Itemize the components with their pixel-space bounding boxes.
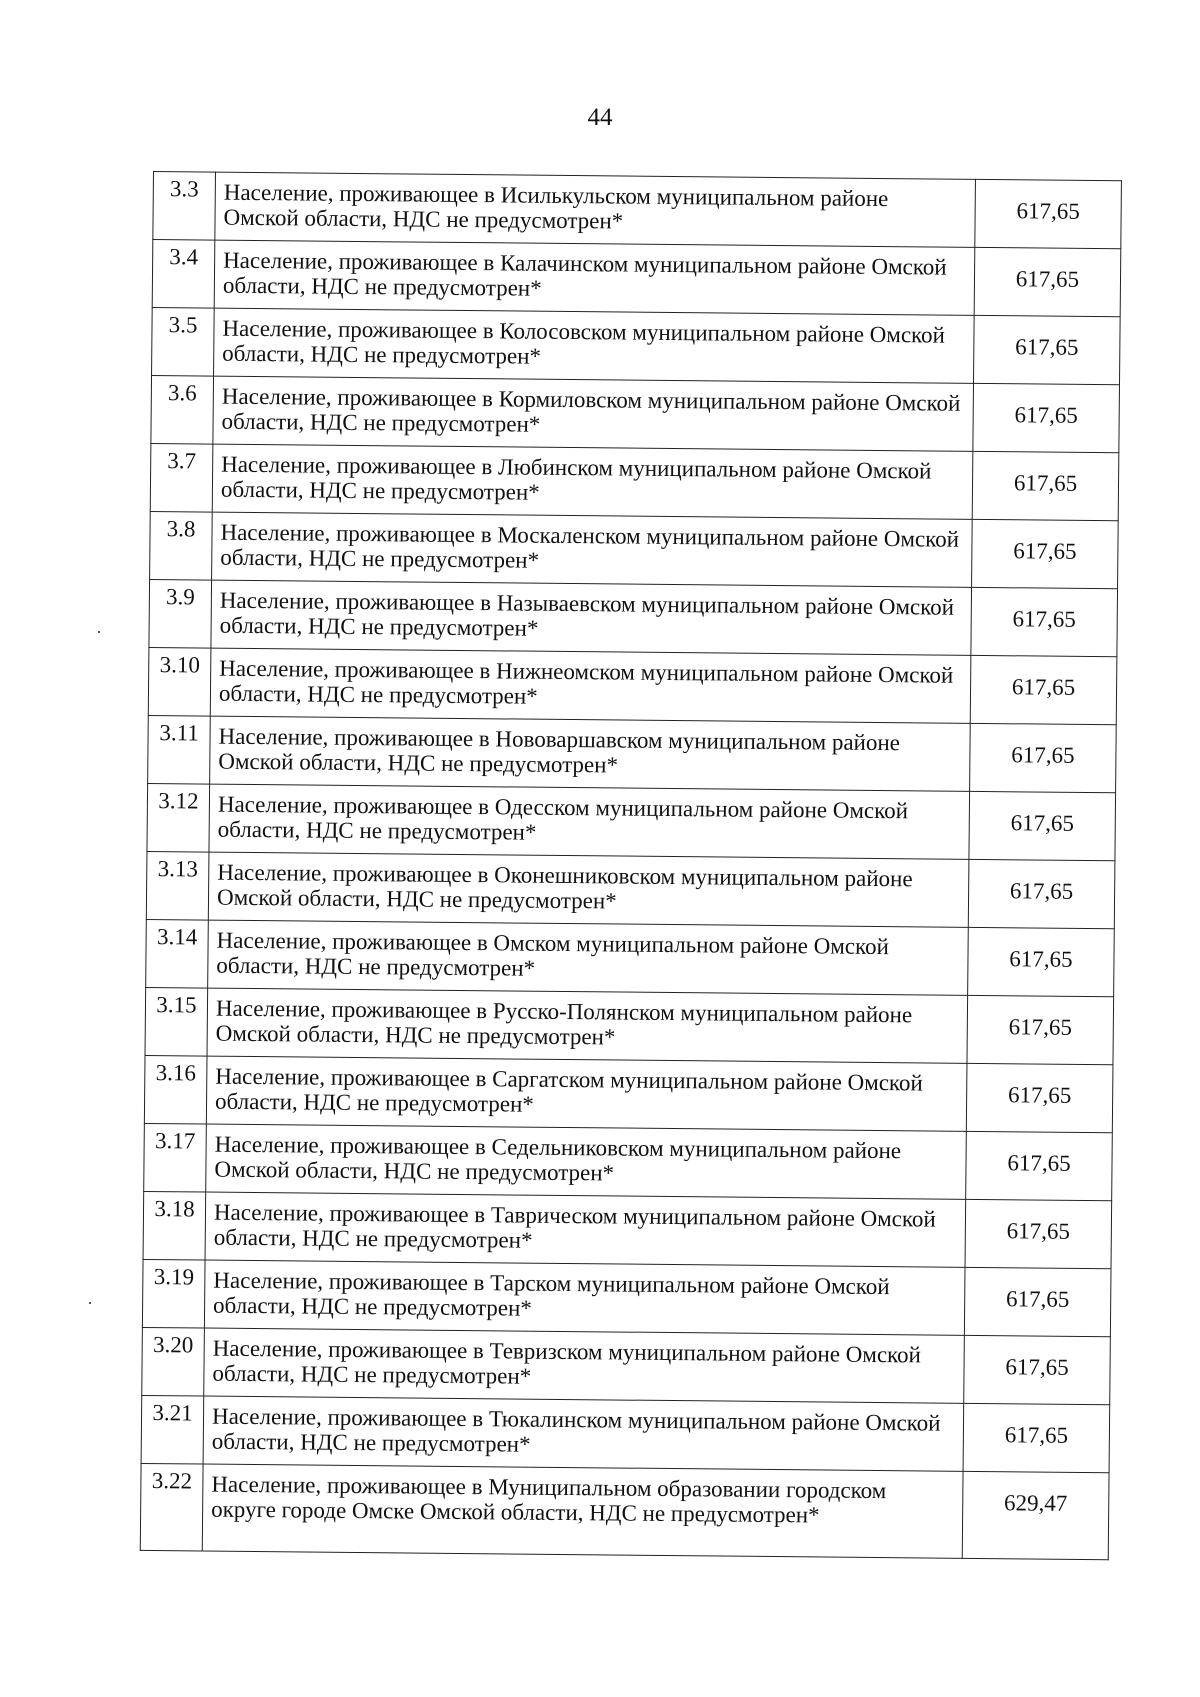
row-price: 629,47 [962,1471,1109,1559]
row-description: Население, проживающее в Называевском муниципальном районе Омской области, НДС не предусмотрен* [211,580,972,655]
table-row [146,851,1115,928]
table-row [147,783,1116,860]
table-row [142,1259,1111,1336]
row-number: 3.18 [143,1191,206,1260]
row-description: Население, проживающее в Калачинском муниципальном районе Омской области, НДС не предусмотрен* [214,240,975,315]
row-number: 3.8 [150,511,213,580]
row-description: Население, проживающее в Седельниковском муниципальном районе Омской области, НДС не предусмотрен* [206,1124,967,1199]
row-price: 617,65 [972,451,1119,520]
row-number: 3.3 [153,172,216,241]
row-number: 3.6 [151,375,214,444]
table-row [148,715,1117,792]
row-number: 3.17 [144,1123,207,1192]
table-row [143,1191,1112,1268]
row-price: 617,65 [971,587,1118,656]
table-row [151,375,1120,452]
table-row [153,172,1122,249]
row-price: 617,65 [973,315,1120,384]
table-row [150,511,1119,588]
page-number: 44 [587,104,613,131]
row-number: 3.14 [146,919,209,988]
row-number: 3.12 [147,783,210,852]
row-number: 3.7 [150,443,213,512]
row-number: 3.11 [148,715,211,784]
row-number: 3.4 [152,240,215,309]
row-price: 617,65 [963,1403,1110,1472]
table-row [152,240,1121,317]
row-price: 617,65 [967,995,1114,1064]
row-price: 617,65 [972,519,1119,588]
row-number: 3.15 [145,987,208,1056]
row-price: 617,65 [966,1063,1113,1132]
table-row [141,1395,1110,1472]
row-number: 3.22 [140,1463,203,1551]
row-number: 3.10 [148,647,211,716]
row-price: 617,65 [968,927,1115,996]
row-description: Население, проживающее в Колосовском муниципальном районе Омской области, НДС не предусмотрен* [214,308,975,383]
row-price: 617,65 [968,859,1115,928]
row-price: 617,65 [973,383,1120,452]
tariff-table-body [140,172,1121,1560]
row-description: Население, проживающее в Тевризском муниципальном районе Омской области, НДС не предусмотрен* [204,1328,965,1403]
row-description: Население, проживающее в Одесском муниципальном районе Омской области, НДС не предусмотрен* [209,784,970,859]
row-price: 617,65 [970,655,1117,724]
row-number: 3.13 [146,851,209,920]
row-description: Население, проживающее в Любинском муниципальном районе Омской области, НДС не предусмотрен* [212,444,973,519]
row-description: Население, проживающее в Кормиловском муниципальном районе Омской области, НДС не предусмотрен* [213,376,974,451]
row-number: 3.16 [144,1055,207,1124]
scan-mark: · [96,622,102,642]
row-number: 3.20 [142,1327,205,1396]
row-description: Население, проживающее в Русско-Полянском муниципальном районе Омской области, НДС не предусмотрен* [207,988,968,1063]
row-price: 617,65 [975,179,1122,248]
row-description: Население, проживающее в Оконешниковском муниципальном районе Омской области, НДС не предусмотрен* [208,852,969,927]
row-price: 617,65 [974,247,1121,316]
tariff-table [140,171,1122,1560]
table-row [150,443,1119,520]
row-price: 617,65 [964,1335,1111,1404]
row-number: 3.9 [149,579,212,648]
scan-mark: · [87,1293,93,1313]
table-row [148,647,1117,724]
row-price: 617,65 [969,791,1116,860]
row-description: Население, проживающее в Саргатском муниципальном районе Омской области, НДС не предусмотрен* [206,1056,967,1131]
row-description: Население, проживающее в Исилькульском муниципальном районе Омской области, НДС не предусмотрен* [215,172,976,247]
table-row [145,987,1114,1064]
row-number: 3.5 [152,307,215,376]
row-description: Население, проживающее в Тюкалинском муниципальном районе Омской области, НДС не предусмотрен* [203,1396,964,1471]
table-row [149,579,1118,656]
table-row [146,919,1115,996]
table-row [144,1055,1113,1132]
row-description: Население, проживающее в Таврическом муниципальном районе Омской области, НДС не предусмотрен* [205,1192,966,1267]
row-description: Население, проживающее в Омском муниципальном районе Омской области, НДС не предусмотрен* [208,920,969,995]
row-price: 617,65 [964,1267,1111,1336]
row-description: Население, проживающее в Тарском муниципальном районе Омской области, НДС не предусмотрен* [204,1260,965,1335]
row-price: 617,65 [970,723,1117,792]
row-description: Население, проживающее в Нововаршавском муниципальном районе Омской области, НДС не предусмотрен* [210,716,971,791]
table-row [144,1123,1113,1200]
row-description: Население, проживающее в Москаленском муниципальном районе Омской области, НДС не предусмотрен* [212,512,973,587]
row-description: Население, проживающее в Муниципальном образовании городском округе городе Омске Омской области, НДС не предусмотрен* [202,1464,963,1558]
row-price: 617,65 [966,1131,1113,1200]
table-row [142,1327,1111,1404]
table-row [152,307,1121,384]
row-price: 617,65 [965,1199,1112,1268]
row-number: 3.19 [142,1259,205,1328]
row-description: Население, проживающее в Нижнеомском муниципальном районе Омской области, НДС не предусмотрен* [210,648,971,723]
table-row [140,1463,1109,1559]
row-number: 3.21 [141,1395,204,1464]
